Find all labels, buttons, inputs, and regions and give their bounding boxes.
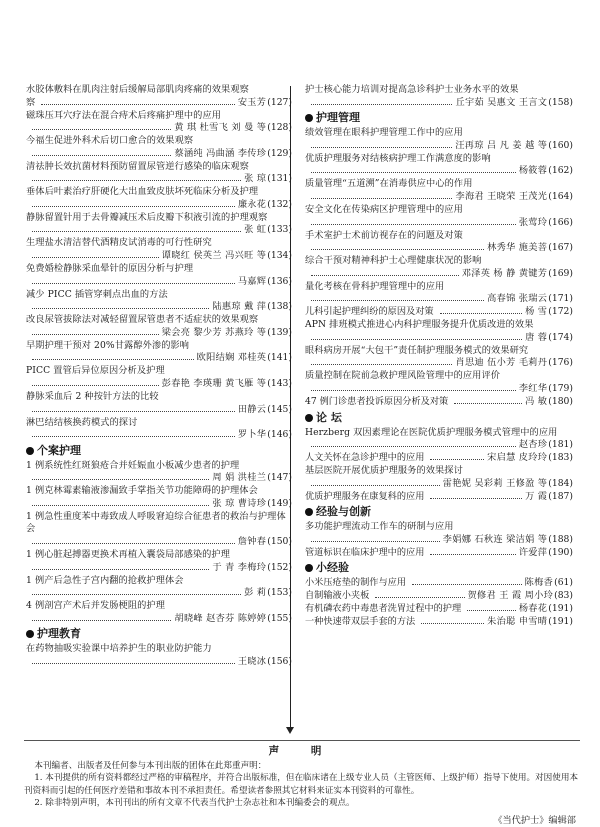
- entry-title: 优质护理服务在康复科的应用: [305, 490, 425, 502]
- section-bullet-icon: [305, 114, 313, 122]
- section-bullet-icon: [305, 564, 313, 572]
- entry-byline: [305, 191, 573, 204]
- toc-entry[interactable]: [305, 396, 573, 409]
- entry-page-number: (176): [548, 357, 573, 369]
- entry-byline: [26, 352, 292, 365]
- entry-title: 改良尿管拔除法对减轻留置尿管患者不适症状的效果观察: [26, 314, 259, 326]
- dot-leader: [32, 180, 241, 181]
- entry-page-number: (132): [267, 198, 292, 210]
- entry-page-number: (131): [267, 173, 292, 185]
- entry-authors: 王晓冰: [237, 655, 267, 667]
- entry-title: 静脉采血后 2 种按针方法的比较: [26, 390, 159, 402]
- entry-title: 免费婚检静脉采血晕针的原因分析与护理: [26, 263, 194, 275]
- entry-byline: [26, 97, 292, 110]
- toc-entry[interactable]: [26, 135, 292, 160]
- entry-title: 人文关怀在急诊护理中的应用: [305, 452, 425, 464]
- entry-title: 静脉留置针用于去骨瓣减压术后皮瓣下积液引流的护理观察: [26, 211, 268, 223]
- entry-byline: [305, 383, 573, 396]
- entry-byline: [26, 173, 292, 186]
- section-label: 经验与创新: [316, 505, 371, 519]
- dot-leader: [412, 584, 522, 585]
- entry-page-number: (138): [267, 301, 292, 313]
- entry-authors: 安玉芳: [237, 96, 267, 108]
- dot-leader: [311, 390, 516, 391]
- entry-title: 量化考核在骨科护理管理中的应用: [305, 280, 445, 292]
- entry-page-number: (172): [548, 306, 573, 318]
- entry-page-number: (162): [548, 165, 573, 177]
- entry-title: 减少 PICC 插管穿刺点出血的方法: [26, 288, 168, 300]
- entry-authors: 杨 雪: [525, 306, 548, 318]
- entry-page-number: (149): [267, 497, 292, 509]
- entry-page-number: (128): [267, 122, 292, 134]
- entry-byline: [26, 301, 292, 314]
- entry-title: 4 例剖宫产术后并发肠梗阻的护理: [26, 600, 165, 612]
- toc-entry[interactable]: [26, 365, 292, 390]
- dot-leader: [311, 541, 440, 542]
- entry-authors: 唐 蓉: [525, 331, 548, 343]
- entry-byline: [305, 293, 573, 306]
- entry-byline: [26, 429, 292, 442]
- toc-entry[interactable]: [26, 391, 292, 416]
- entry-authors: 李娟娜 石秋连 梁洁娟 等: [442, 533, 548, 545]
- toc-entry[interactable]: [305, 452, 573, 465]
- entry-page-number: (133): [267, 224, 292, 236]
- toc-entry[interactable]: [305, 178, 573, 203]
- toc-entry[interactable]: [26, 549, 292, 574]
- section-heading: [305, 561, 573, 575]
- entry-title: 1 例克林霉素输液渗漏致手掌指关节功能障碍的护理体会: [26, 485, 258, 497]
- entry-authors: 张 琼: [244, 173, 267, 185]
- dot-leader: [311, 485, 440, 486]
- entry-byline: [26, 199, 292, 212]
- section-label: 小经验: [316, 561, 349, 575]
- dot-leader: [32, 663, 235, 664]
- entry-authors: 罗卜华: [237, 429, 267, 441]
- entry-page-number: (167): [548, 242, 573, 254]
- statement-intro: 本刊编者、出版者及任何参与本刊出版的团体在此郑重声明：: [34, 760, 267, 771]
- toc-entry[interactable]: [305, 616, 573, 629]
- entry-authors: 许爱萍: [518, 546, 548, 558]
- entry-byline: [26, 472, 292, 485]
- entry-page-number: (83): [554, 590, 573, 602]
- section-bullet-icon: [26, 630, 34, 638]
- dot-leader: [430, 498, 522, 499]
- entry-byline: [26, 327, 292, 340]
- entry-byline: [305, 452, 573, 465]
- entry-title: 垂体后叶素治疗肝硬化大出血致皮肤坏死临床分析及护理: [26, 186, 259, 198]
- toc-right-column: [305, 84, 573, 629]
- toc-entry[interactable]: [305, 590, 573, 603]
- entry-byline: [305, 306, 573, 319]
- entry-byline: [305, 478, 573, 491]
- entry-byline: [26, 122, 292, 135]
- entry-title: 1 例急性重度苯中毒致成人呼吸窘迫综合征患者的救治与护理体会: [26, 510, 286, 535]
- entry-title: 有机磷农药中毒患者洗胃过程中的护理: [305, 603, 462, 615]
- entry-title: 生理盐水清洁替代酒精皮试消毒的可行性研究: [26, 237, 212, 249]
- dot-leader: [41, 104, 235, 105]
- entry-title: 磁珠压耳穴疗法在混合痔术后疼痛护理中的应用: [26, 109, 222, 121]
- entry-page-number: (169): [548, 267, 573, 279]
- entry-title: PICC 置管后异位原因分析及护理: [26, 365, 165, 377]
- dot-leader: [311, 446, 516, 447]
- entry-title: 质量控制在院前急救护理风险管理中的应用评价: [305, 370, 501, 382]
- statement-heading: 声 明: [268, 745, 336, 757]
- entry-authors: 杨春花: [518, 603, 548, 615]
- entry-authors: 彭 莉: [244, 587, 267, 599]
- toc-entry[interactable]: [305, 281, 573, 306]
- entry-title: 管道标识在临床护理中的应用: [305, 546, 425, 558]
- entry-title: 水胶体敷料在肌肉注射后缓解局部肌肉疼痛的效果观察: [26, 84, 249, 95]
- dot-leader: [311, 224, 516, 225]
- column-divider: [290, 86, 291, 731]
- toc-entry[interactable]: [26, 289, 292, 314]
- entry-title: 儿科引起护理纠纷的原因及对策: [305, 306, 434, 318]
- entry-authors: 李红华: [518, 382, 548, 394]
- toc-entry[interactable]: [26, 161, 292, 186]
- toc-entry[interactable]: [305, 204, 573, 229]
- dot-leader: [311, 147, 452, 148]
- entry-title: 安全文化在传染病区护理管理中的应用: [305, 203, 463, 215]
- section-bullet-icon: [305, 508, 313, 516]
- entry-title: Herzberg 双因素理论在医院优质护理服务模式管理中的应用: [305, 426, 558, 438]
- entry-title: 眼科病房开展“大包干”责任制护理服务模式的效果研究: [305, 344, 529, 356]
- dot-leader: [32, 155, 171, 156]
- entry-page-number: (164): [548, 190, 573, 202]
- entry-title: 1 例系统性红斑狼疮合并妊娠血小板减少患者的护理: [26, 459, 240, 471]
- entry-byline: [305, 577, 573, 590]
- toc-entry[interactable]: [26, 417, 292, 442]
- entry-authors: 詹钟春: [237, 536, 267, 548]
- entry-title: 1 例心脏起搏器更换术再植入囊袋局部感染的护理: [26, 549, 231, 561]
- toc-entry[interactable]: [305, 153, 573, 178]
- toc-entry[interactable]: [26, 237, 292, 262]
- entry-page-number: (127): [267, 96, 292, 108]
- entry-page-number: (146): [267, 429, 292, 441]
- entry-byline: [26, 148, 292, 161]
- entry-page-number: (134): [267, 250, 292, 262]
- entry-byline: [26, 404, 292, 417]
- dot-leader: [440, 313, 522, 314]
- entry-byline: [26, 378, 292, 391]
- toc-entry[interactable]: [26, 110, 292, 135]
- statement-item-1: 1. 本刊提供的所有资料都经过严格的审稿程序，并符合出版标准，但在临床诸在上级专业人员（主管医师、上级护师）指导下使用。对因使用本刊资料而引起的任何医疗差错和事故本刊不承担责任。希望读者参照其它材料来证实本刊资料的可靠性。: [24, 773, 579, 796]
- entry-page-number: (141): [267, 352, 292, 364]
- entry-page-number: (61): [554, 577, 573, 589]
- entry-title: 质量管理“五道溯”在消毒供应中心的作用: [305, 178, 473, 190]
- entry-title: 手术室护士术前访视存在的问题及对策: [305, 229, 463, 241]
- entry-byline: [26, 536, 292, 549]
- entry-page-number: (155): [267, 612, 292, 624]
- entry-authors: 黄 琪 杜雪飞 刘 曼 等: [174, 122, 267, 134]
- entry-authors: 陈梅香: [524, 577, 554, 589]
- dot-leader: [430, 459, 484, 460]
- toc-entry[interactable]: [305, 577, 573, 590]
- entry-byline: [305, 396, 573, 409]
- entry-title: 淋巴结结核换药模式的探讨: [26, 416, 138, 428]
- entry-byline: [305, 97, 573, 110]
- entry-authors: 张莺玲: [518, 216, 548, 228]
- entry-page-number: (171): [548, 293, 573, 305]
- entry-byline: [305, 439, 573, 452]
- toc-entry[interactable]: [26, 511, 292, 549]
- dot-leader: [430, 554, 515, 555]
- dot-leader: [375, 597, 464, 598]
- toc-entry[interactable]: [305, 427, 573, 452]
- entry-authors: 林秀华 施美菩: [487, 242, 548, 254]
- toc-entry[interactable]: [26, 84, 292, 109]
- toc-entry[interactable]: [26, 186, 292, 211]
- entry-title-continued: 察: [26, 96, 36, 108]
- dot-leader: [32, 594, 241, 595]
- section-heading: [305, 111, 573, 125]
- entry-title: 47 例门诊患者投诉原因分析及对策: [305, 395, 449, 407]
- continue-arrow-icon: [286, 727, 294, 734]
- dot-leader: [32, 479, 209, 480]
- entry-page-number: (139): [267, 326, 292, 338]
- entry-page-number: (191): [548, 616, 573, 628]
- entry-page-number: (188): [548, 533, 573, 545]
- toc-entry[interactable]: [305, 603, 573, 616]
- entry-authors: 冯 敏: [525, 395, 548, 407]
- dot-leader: [311, 104, 452, 105]
- entry-byline: [305, 357, 573, 370]
- dot-leader: [32, 359, 194, 360]
- entry-authors: 田静云: [237, 403, 267, 415]
- entry-authors: 邓泽英 杨 静 黄键芳: [461, 267, 548, 279]
- entry-byline: [305, 616, 573, 629]
- toc-entry[interactable]: [26, 575, 292, 600]
- entry-authors: 张 虹: [244, 224, 267, 236]
- entry-authors: 谭晓红 侯英兰 冯兴旺 等: [161, 250, 267, 262]
- entry-authors: 丘宇茹 吴惠文 王言文: [455, 96, 548, 108]
- entry-page-number: (150): [267, 536, 292, 548]
- entry-page-number: (158): [548, 96, 573, 108]
- dot-leader: [32, 543, 235, 544]
- entry-byline: [305, 534, 573, 547]
- statement-box: [24, 740, 580, 827]
- entry-page-number: (191): [548, 603, 573, 615]
- toc-entry[interactable]: [26, 485, 292, 510]
- toc-entry[interactable]: [26, 643, 292, 668]
- entry-authors: 于 青 李梅玲: [212, 561, 267, 573]
- entry-page-number: (156): [267, 655, 292, 667]
- entry-title: 早期护理干预对 20%甘露醇外渗的影响: [26, 339, 190, 351]
- entry-byline: [26, 562, 292, 575]
- entry-title: 综合干预对精神科护士心理健康状况的影响: [305, 255, 482, 267]
- dot-leader: [311, 300, 484, 301]
- dot-leader: [311, 275, 459, 276]
- entry-title: APN 排班模式推进心内科护理服务提升优质改进的效果: [305, 319, 534, 331]
- toc-entry[interactable]: [305, 230, 573, 255]
- entry-authors: 肖思迪 伍小芳 毛莉丹: [455, 357, 548, 369]
- toc-entry[interactable]: [26, 460, 292, 485]
- dot-leader: [32, 505, 209, 506]
- entry-byline: [26, 276, 292, 289]
- entry-title: 清祛肿长效抗菌材料预防留置尿管逆行感染的临床观察: [26, 160, 249, 172]
- entry-title: 基层医院开展优质护理服务的效果探讨: [305, 465, 463, 477]
- entry-page-number: (180): [548, 395, 573, 407]
- section-heading: [26, 444, 292, 458]
- dot-leader: [32, 308, 209, 309]
- entry-byline: [305, 140, 573, 153]
- entry-title: 在药物抽吸实验课中培养护生的职业防护能力: [26, 643, 212, 655]
- entry-page-number: (187): [548, 490, 573, 502]
- entry-title: 优质护理服务对结核病护理工作满意度的影响: [305, 152, 491, 164]
- entry-authors: 赵杏珍: [518, 439, 548, 451]
- entry-byline: [305, 217, 573, 230]
- dot-leader: [32, 334, 159, 335]
- entry-page-number: (174): [548, 331, 573, 343]
- entry-page-number: (166): [548, 216, 573, 228]
- toc-entry[interactable]: [305, 345, 573, 370]
- section-bullet-icon: [305, 414, 313, 422]
- entry-authors: 廉永花: [237, 198, 267, 210]
- entry-title: 一种快速带双层手套的方法: [305, 616, 416, 628]
- dot-leader: [32, 411, 235, 412]
- dot-leader: [311, 364, 452, 365]
- entry-authors: 贺修君 王 霞 周小玲: [467, 590, 554, 602]
- toc-entry[interactable]: [26, 600, 292, 625]
- entry-authors: 蔡涵纯 冯曲涵 李传珍: [174, 147, 267, 159]
- toc-entry[interactable]: [26, 340, 292, 365]
- dot-leader: [32, 436, 235, 437]
- toc-entry[interactable]: [305, 84, 573, 109]
- dot-leader: [454, 403, 522, 404]
- toc-entry[interactable]: [305, 127, 573, 152]
- entry-authors: 李海君 王晓荣 王茂光: [455, 190, 548, 202]
- dot-leader: [32, 206, 235, 207]
- entry-authors: 彭春艳 李瑛珊 黄飞雁 等: [161, 377, 267, 389]
- entry-title: 自制输液小夹板: [305, 590, 370, 602]
- entry-page-number: (145): [267, 403, 292, 415]
- entry-page-number: (143): [267, 377, 292, 389]
- entry-title: 今福生促进外科术后切口愈合的效果观察: [26, 135, 194, 147]
- section-label: 个案护理: [37, 443, 81, 457]
- entry-byline: [26, 498, 292, 511]
- entry-title: 绩效管理在眼科护理管理工作中的应用: [305, 127, 463, 139]
- entry-byline: [305, 165, 573, 178]
- entry-authors: 陆惠琼 戴 萍: [212, 301, 267, 313]
- entry-byline: [305, 603, 573, 616]
- entry-authors: 马嘉辉: [237, 275, 267, 287]
- entry-byline: [305, 242, 573, 255]
- entry-page-number: (129): [267, 147, 292, 159]
- dot-leader: [311, 339, 522, 340]
- dot-leader: [32, 385, 159, 386]
- entry-authors: 张 琼 曹诗珍: [212, 497, 267, 509]
- section-label: 护理管理: [316, 111, 360, 125]
- dot-leader: [311, 172, 516, 173]
- toc-entry[interactable]: [26, 212, 292, 237]
- entry-byline: [26, 656, 292, 669]
- entry-title: 1 例产后急性子宫内翻的抢救护理体会: [26, 574, 184, 586]
- entry-page-number: (136): [267, 275, 292, 287]
- dot-leader: [32, 620, 171, 621]
- section-heading: [26, 627, 292, 641]
- dot-leader: [32, 129, 171, 130]
- entry-authors: 高春锦 张瑞云: [487, 293, 548, 305]
- dot-leader: [421, 623, 484, 624]
- toc-entry[interactable]: [305, 491, 573, 504]
- entry-byline: [26, 250, 292, 263]
- toc-entry[interactable]: [26, 263, 292, 288]
- section-bullet-icon: [26, 447, 34, 455]
- entry-authors: 朱治聪 申雪晴: [487, 616, 548, 628]
- entry-page-number: (184): [548, 477, 573, 489]
- entry-byline: [305, 590, 573, 603]
- entry-authors: 杨筱蓉: [518, 165, 548, 177]
- entry-page-number: (160): [548, 139, 573, 151]
- entry-page-number: (152): [267, 561, 292, 573]
- entry-byline: [26, 587, 292, 600]
- dot-leader: [311, 198, 452, 199]
- entry-page-number: (181): [548, 439, 573, 451]
- toc-entry[interactable]: [305, 465, 573, 490]
- entry-page-number: (183): [548, 452, 573, 464]
- entry-title: 多功能护理流动工作车的研制与应用: [305, 521, 454, 533]
- entry-byline: [26, 613, 292, 626]
- toc-entry[interactable]: [305, 319, 573, 344]
- entry-title: 护士核心能力培训对提高急诊科护士业务水平的效果: [305, 84, 519, 95]
- entry-byline: [305, 491, 573, 504]
- toc-entry[interactable]: [305, 370, 573, 395]
- section-heading: [305, 411, 573, 425]
- entry-authors: 宋启慧 皮玲玲: [487, 452, 548, 464]
- dot-leader: [32, 257, 159, 258]
- section-label: 论 坛: [316, 410, 342, 424]
- statement-signature: 《当代护士》编辑部: [493, 814, 576, 826]
- entry-authors: 周 娟 洪桂兰: [212, 472, 267, 484]
- entry-page-number: (153): [267, 587, 292, 599]
- dot-leader: [311, 249, 484, 250]
- section-label: 护理教育: [37, 627, 81, 641]
- entry-page-number: (179): [548, 382, 573, 394]
- entry-authors: 胡晓峰 赵杏芬 陈婷婷: [174, 612, 267, 624]
- toc-entry[interactable]: [305, 306, 573, 319]
- entry-authors: 雷艳妮 吴彩莉 王修盈 等: [442, 477, 548, 489]
- dot-leader: [32, 231, 241, 232]
- entry-byline: [305, 332, 573, 345]
- dot-leader: [32, 283, 235, 284]
- dot-leader: [467, 610, 516, 611]
- section-heading: [305, 505, 573, 519]
- entry-page-number: (190): [548, 546, 573, 558]
- toc-entry[interactable]: [305, 547, 573, 560]
- toc-entry[interactable]: [305, 521, 573, 546]
- entry-byline: [305, 268, 573, 281]
- entry-title: 小米压疮垫的制作与应用: [305, 577, 407, 589]
- entry-byline: [26, 224, 292, 237]
- toc-entry[interactable]: [305, 255, 573, 280]
- entry-authors: 汪再琼 吕 凡 姜 越 等: [455, 139, 548, 151]
- dot-leader: [32, 569, 209, 570]
- entry-byline: [305, 547, 573, 560]
- toc-entry[interactable]: [26, 314, 292, 339]
- entry-authors: 万 霞: [525, 490, 548, 502]
- toc-left-column: [26, 84, 292, 669]
- entry-page-number: (147): [267, 472, 292, 484]
- entry-authors: 梁会亮 黎少芳 苏燕玲 等: [161, 326, 267, 338]
- entry-authors: 欧阳结娴 邓桂英: [196, 352, 267, 364]
- statement-item-2: 2. 除非特别声明，本刊刊出的所有文章不代表当代护士杂志社和本刊编委会的观点。: [34, 798, 355, 809]
